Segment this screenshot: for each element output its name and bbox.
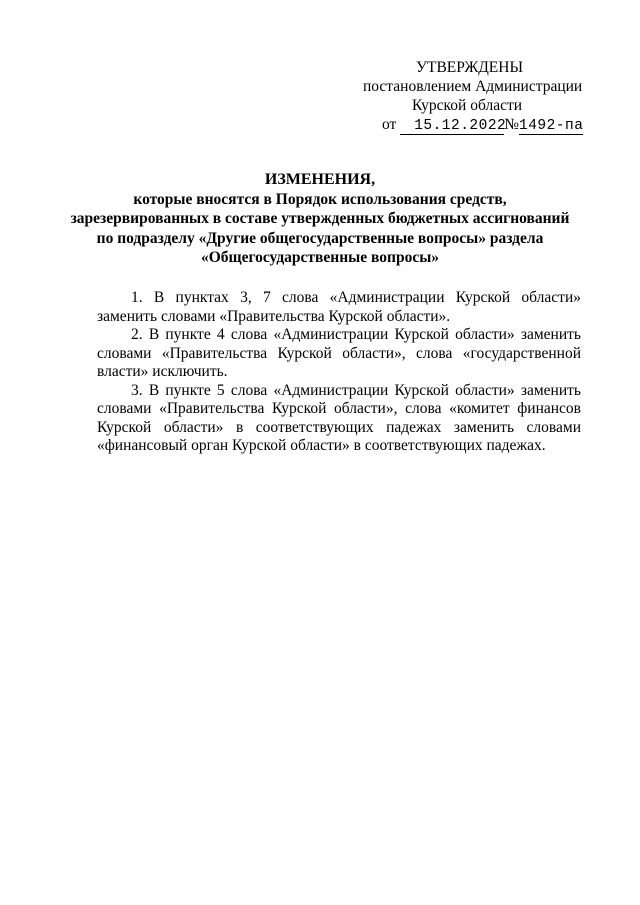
heading-line-1: которые вносятся в Порядок использования средств, <box>133 190 507 208</box>
approval-block <box>360 58 600 135</box>
number-sign: № <box>504 116 519 133</box>
document-heading <box>60 170 580 268</box>
approval-date-number <box>360 115 600 135</box>
heading-line-3: по подразделу «Другие общегосударственные вопросы» раздела <box>96 229 544 247</box>
paragraph-1: 1. В пунктах 3, 7 слова «Администрации Курской области» заменить словами «Правительства Курской области». <box>97 289 581 325</box>
document-body <box>97 289 581 456</box>
approval-date: 15.12.2022 <box>400 118 504 135</box>
heading-line-4: «Общегосударственные вопросы» <box>200 249 440 266</box>
paragraph-3: 3. В пункте 5 слова «Администрации Курской области» заменить словами «Правительства Курской области», слова «комитет финансов Курской области» в соответствующих падежах заменить словами «финансовый орган Курской области» в соответствующих падежах. <box>97 381 581 454</box>
heading-line-2: зарезервированных в составе утвержденных бюджетных ассигнований <box>70 210 570 227</box>
approval-title: УТВЕРЖДЕНЫ <box>416 59 523 76</box>
heading-title: ИЗМЕНЕНИЯ, <box>264 171 376 188</box>
paragraph-2: 2. В пункте 4 слова «Администрации Курской области» заменить словами «Правительства Курской области», слова «государственной власти» исключить. <box>97 326 581 380</box>
approval-number: 1492-па <box>519 118 584 134</box>
approval-region: Курской области <box>412 97 523 114</box>
date-prefix: от <box>382 116 397 133</box>
approval-issuer: постановлением Администрации <box>363 78 583 95</box>
